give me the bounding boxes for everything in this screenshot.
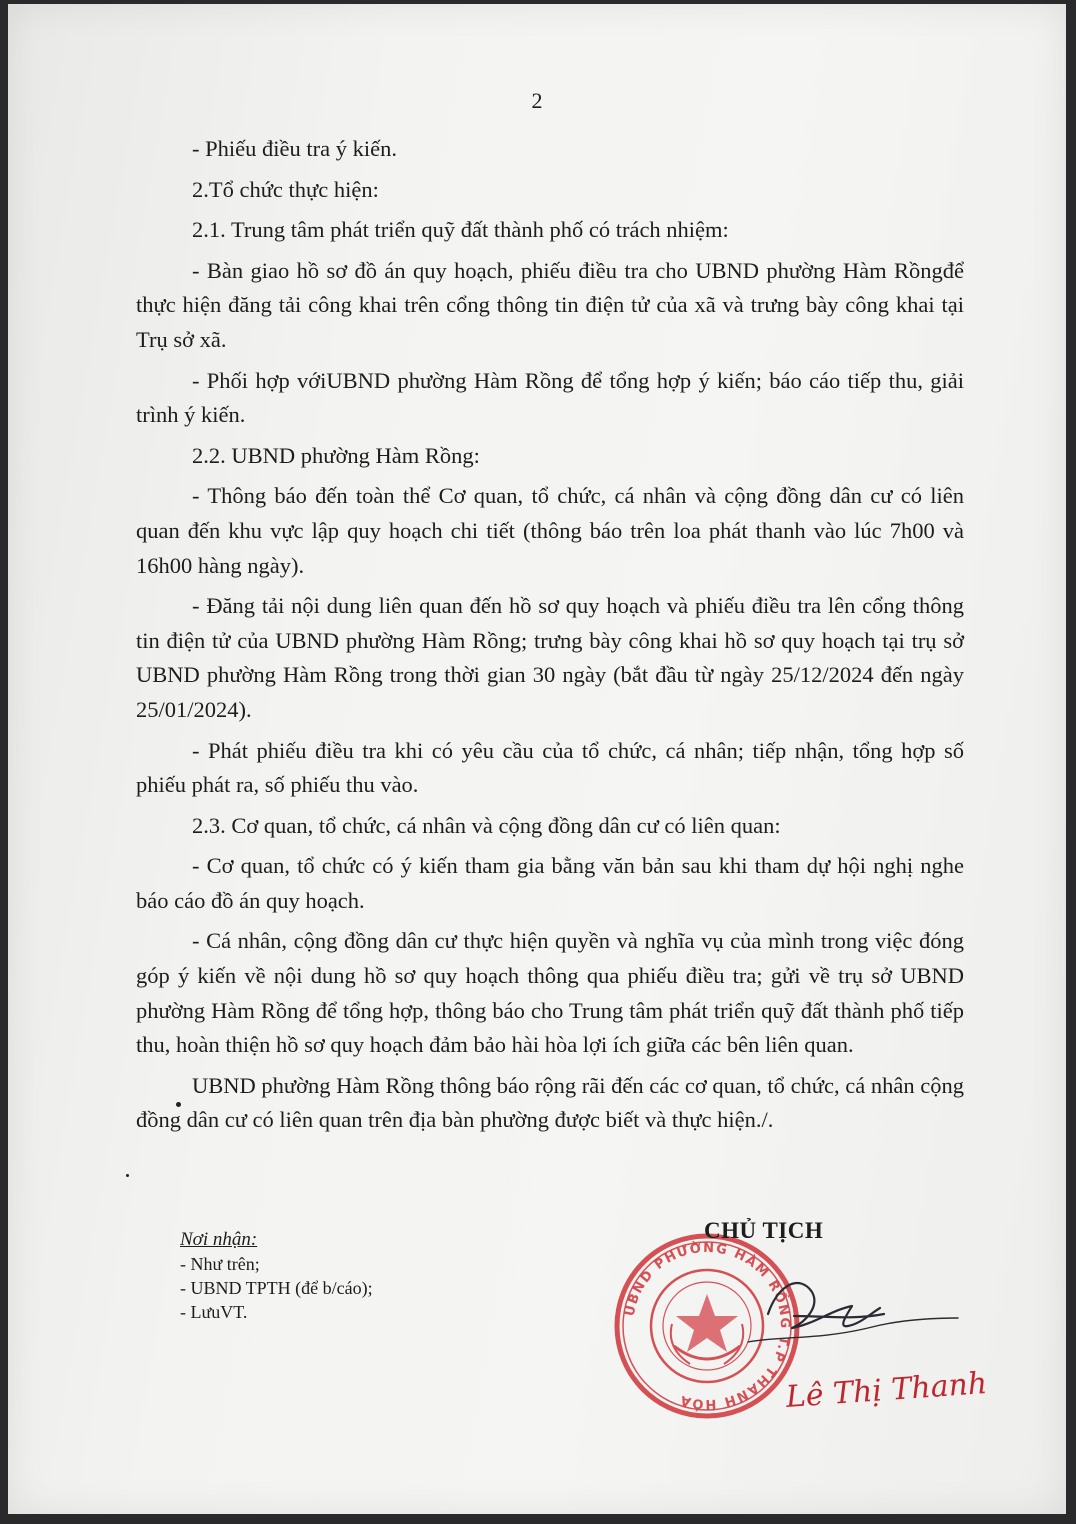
handwritten-signature-icon [708, 1252, 968, 1372]
heading-2-1: 2.1. Trung tâm phát triển quỹ đất thành phố có trách nhiệm: [192, 217, 729, 243]
ink-speck [126, 1174, 129, 1177]
recipients-block [180, 1228, 373, 1324]
heading-implementation: 2.Tổ chức thực hiện: [192, 176, 379, 202]
paragraph-handover: - Bàn giao hồ sơ đồ án quy hoạch, phiếu điều tra cho UBND phường Hàm Rồngđể thực hiện đăng tải công khai trên cổng thông tin điện tử của xã và trưng bày công khai tại Trụ sở xã. [136, 257, 964, 352]
page-number: 2 [531, 88, 543, 113]
paragraph-distribute: - Phát phiếu điều tra khi có yêu cầu của tổ chức, cá nhân; tiếp nhận, tổng hợp số phiếu phát ra, số phiếu thu vào. [136, 737, 964, 798]
paragraph-individuals: - Cá nhân, cộng đồng dân cư thực hiện quyền và nghĩa vụ của mình trong việc đóng góp ý kiến về nội dung hồ sơ quy hoạch thông qua phiếu điều tra; gửi về trụ sở UBND phường Hàm Rồng để tổng hợp, thông báo cho Trung tâm phát triển quỹ đất thành phố tiếp thu, hoàn thiện hồ sơ quy hoạch đảm bảo hài hòa lợi ích giữa các bên liên quan. [136, 928, 964, 1058]
heading-2-3: 2.3. Cơ quan, tổ chức, cá nhân và cộng đồng dân cư có liên quan: [192, 812, 781, 838]
signature-title: CHỦ TỊCH [704, 1218, 824, 1243]
ink-speck [176, 1102, 181, 1107]
document-body [136, 132, 964, 1144]
recipient-item: - LưuVT. [180, 1302, 248, 1322]
recipient-item: - UBND TPTH (để b/cáo); [180, 1278, 373, 1298]
paragraph-closing: UBND phường Hàm Rồng thông báo rộng rãi đến các cơ quan, tổ chức, cá nhân cộng đồng dân cư có liên quan trên địa bàn phường được biết và thực hiện./. [136, 1072, 964, 1133]
recipient-item: - Như trên; [180, 1254, 260, 1274]
paragraph-agencies: - Cơ quan, tổ chức có ý kiến tham gia bằng văn bản sau khi tham dự hội nghị nghe báo cáo đồ án quy hoạch. [136, 853, 964, 913]
paragraph-coordinate: - Phối hợp vớiUBND phường Hàm Rồng để tổng hợp ý kiến; báo cáo tiếp thu, giải trình ý kiến. [136, 367, 964, 428]
heading-2-2: 2.2. UBND phường Hàm Rồng: [192, 442, 480, 468]
signer-name: Lê Thị Thanh [784, 1365, 989, 1415]
document-page [8, 4, 1066, 1514]
recipients-heading: Nơi nhận: [180, 1229, 258, 1250]
seal-text: UBND PHƯỜNG HÀM RỒNG T.P THANH HÓA [622, 1240, 793, 1412]
paragraph-survey-form: - Phiếu điều tra ý kiến. [192, 136, 397, 161]
paragraph-publish: - Đăng tải nội dung liên quan đến hồ sơ quy hoạch và phiếu điều tra lên cổng thông tin điện tử của UBND phường Hàm Rồng; trưng bày công khai hồ sơ quy hoạch tại trụ sở UBND phường Hàm Rồng trong thời gian 30 ngày (bắt đầu từ ngày 25/12/2024 đến ngày 25/01/2024). [136, 593, 964, 722]
paragraph-notify: - Thông báo đến toàn thể Cơ quan, tổ chức, cá nhân và cộng đồng dân cư có liên quan đến khu vực lập quy hoạch chi tiết (thông báo trên loa phát thanh vào lúc 7h00 và 16h00 hàng ngày). [136, 483, 964, 578]
